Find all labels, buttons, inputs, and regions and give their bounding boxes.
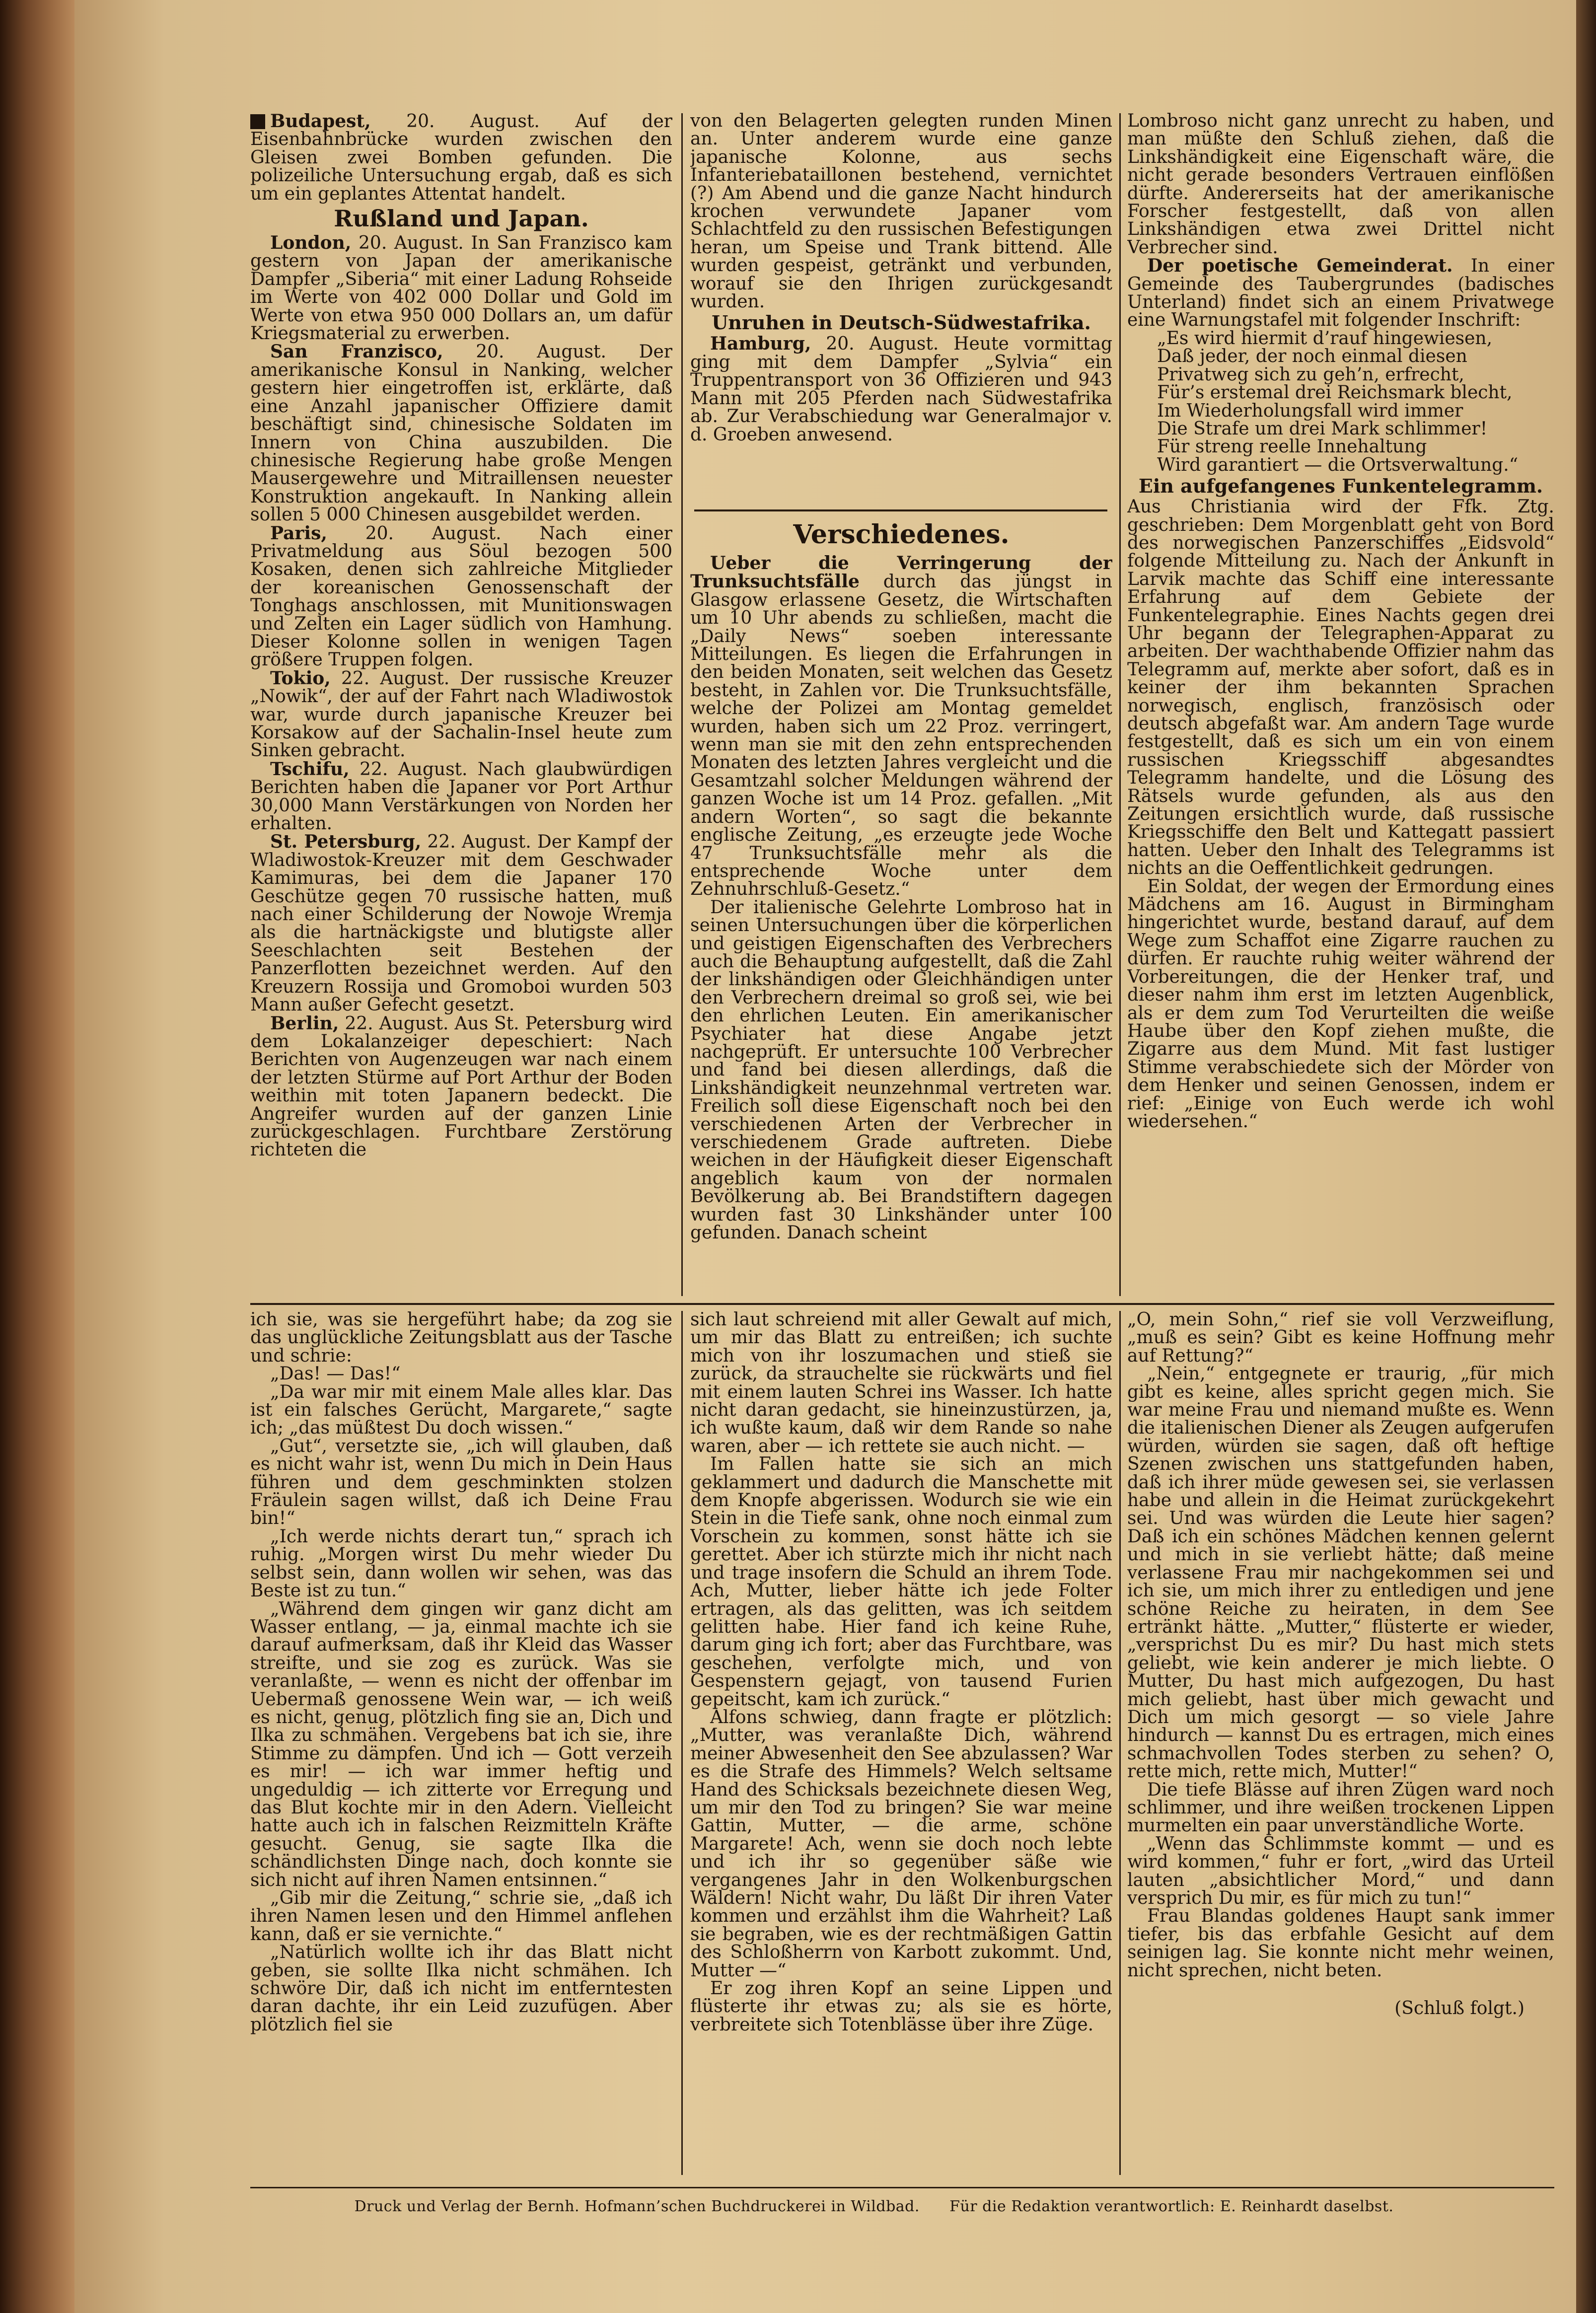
- paragraph-text: „Wenn das Schlimmste kommt — und es wird kommen,“ fuhr er fort, „wird das Urteil lauten „absichtlicher Mord,“ und dann versprich Du mir, es für mich zu tun!“: [1127, 1833, 1554, 1908]
- article-paragraph: [690, 1709, 1112, 1980]
- article-paragraph: [250, 1528, 672, 1600]
- article-paragraph: [250, 343, 672, 524]
- continuation-note: (Schluß folgt.): [1394, 1998, 1524, 2019]
- paragraph-text: „Gib mir die Zeitung,“ schrie sie, „daß ich ihren Namen lesen und den Himmel anflehen kann, daß er sie vernichte.“: [250, 1888, 672, 1945]
- poem-line: Daß jeder, der noch einmal diesen: [1157, 346, 1467, 367]
- feuilleton-rule: [250, 1303, 1554, 1305]
- paragraph-text: Frau Blandas goldenes Haupt sank immer tiefer, bis das erbfahle Gesicht auf dem seinigen lag. Sie konnte nicht mehr weinen, nicht sprechen, nicht beten.: [1127, 1906, 1554, 1981]
- article-paragraph: [250, 760, 672, 833]
- article-paragraph: [250, 112, 672, 203]
- article-paragraph: [1127, 1311, 1554, 1365]
- subsection-heading: Unruhen in Deutsch-Südwestafrika.: [712, 311, 1091, 334]
- article-paragraph: [690, 899, 1112, 1242]
- article-paragraph: [250, 234, 672, 343]
- paragraph-text: durch das jüngst in Glasgow erlassene Gesetz, die Wirtschaften um 10 Uhr abends zu schließen, macht die „Daily News“ soeben interessante Mitteilungen. Es liegen die Erfahrungen in den beiden Monaten, seit welchen das Gesetz besteht, in Zahlen vor. Die Trunksuchtsfälle, welche der Polizei am Montag gemeldet wurden, haben sich um 22 Proz. verringert, wenn man sie mit den zehn entsprechenden Monaten des letzten Jahres vergleicht und die Gesamtzahl solcher Meldungen während der ganzen Woche ist um 14 Proz. gefallen. „Mit andern Worten“, so sagt die bekannte englische Zeitung, „es erzeugte jede Woche 47 Trunksuchtsfälle mehr als die entsprechende Woche unter dem Zehnuhrschluß-Gesetz.“: [690, 572, 1112, 900]
- article-paragraph: [250, 1014, 672, 1159]
- news-column-1: [250, 112, 672, 1299]
- dateline: Budapest,: [270, 112, 371, 132]
- imprint-editor: Für die Redaktion verantwortlich: E. Reinhardt daselbst.: [949, 2198, 1394, 2215]
- paragraph-text: „Nein,“ entgegnete er traurig, „für mich gibt es keine, alles spricht gegen mich. Sie war meine Frau und niemand mußte es. Wenn die italienischen Diener als Zeugen aufgerufen würden, würden sie sagen, daß oft heftige Szenen zwischen uns stattgefunden haben, daß ich ihrer müde gewesen sei, sie verlassen habe und allein in die Heimat zurückgekehrt sei. Und was würden die Leute hier sagen? Daß ich ein schönes Mädchen kennen gelernt und mich in sie verliebt hätte; daß meine verlassene Frau mir nachgekommen sei und ich sie, um mich ihrer zu entledigen und jene schöne Reiche zu heiraten, in dem See ertränkt hätte. „Mutter,“ flüsterte er wieder, „versprichst Du es mir? Du hast mich stets geliebt, wie kein anderer je mich liebte. O Mutter, Du hast mich aufgezogen, Du hast mich geliebt, hast über mich gewacht und Dich um mich gesorgt — so viele Jahre hindurch — kannst Du es ertragen, mich eines schmachvollen Todes sterben zu sehen? O, rette mich, rette mich, Mutter!“: [1127, 1364, 1554, 1782]
- page-shadow: [1576, 0, 1596, 2313]
- article-paragraph: [690, 112, 1112, 311]
- paragraph-text: 20. August. Der amerikanische Konsul in Nanking, welcher gestern hier eingetroffen ist, erklärte, daß eine Anzahl japanischer Offiziere damit beschäftigt sind, chinesische Soldaten im Innern von China auszubilden. Die chinesische Regierung habe große Mengen Mausergewehre und Mitraillensen neuester Konstruktion angekauft. In Nanking allein sollen 5 000 Chinesen ausgebildet werden.: [250, 342, 672, 525]
- feuilleton-column-2: [690, 1311, 1112, 2175]
- imprint-printer: Druck und Verlag der Bernh. Hofmann’schen Buchdruckerei in Wildbad.: [354, 2198, 920, 2215]
- article-paragraph: [250, 524, 672, 669]
- telegraph-square-icon: [250, 114, 265, 129]
- paragraph-text: 22. August. Nach glaubwürdigen Berichten haben die Japaner vor Port Arthur 30,000 Mann Verstärkungen von Norden her erhalten.: [250, 759, 672, 834]
- article-paragraph: [250, 1889, 672, 1944]
- article-paragraph: [1127, 257, 1554, 330]
- paragraph-text: 20. August. In San Franzisco kam gestern von Japan der amerikanische Dampfer „Siberia“ mit einer Ladung Rohseide im Werte von 402 000 Dollar und Gold im Werte von etwa 950 000 Dollars an, um dafür Kriegsmaterial zu erwerben.: [250, 233, 672, 344]
- feuilleton-column-3: [1127, 1311, 1554, 2175]
- poem-line: Für streng reelle Innehaltung: [1157, 436, 1427, 457]
- article-paragraph: [1127, 1781, 1554, 1835]
- dateline: Berlin,: [270, 1012, 339, 1034]
- paragraph-text: In einer Gemeinde des Taubergrundes (badisches Unterland) findet sich an einem Privatwege eine Warnungstafel mit folgender Inschrift:: [1127, 256, 1554, 331]
- paragraph-text: „Während dem gingen wir ganz dicht am Wasser entlang, — ja, einmal machte ich sie darauf aufmerksam, daß ihr Kleid das Wasser streifte, und sie zog es zurück. Was sie veranlaßte, — wenn es nicht der offenbar im Uebermaß genossene Wein war, — ich weiß es nicht, genug, plötzlich fing sie an, Dich und Ilka zu schmähen. Vergebens bat ich sie, ihre Stimme zu dämpfen. Und ich — Gott verzeih es mir! — ich war immer heftig und ungeduldig — ich zitterte vor Erregung und das Blut kochte mir in den Adern. Vielleicht hatte auch ich in falschen Reizmitteln Kräfte gesucht. Genug, sie sagte Ilka die schändlichsten Dinge nach, doch konnte sie sich nicht auf ihren Namen entsinnen.“: [250, 1598, 672, 1890]
- news-column-2-top: [690, 112, 1112, 509]
- article-paragraph: [250, 1944, 672, 2034]
- dateline: Ueber die Verringerung der Trunksuchtsfälle: [690, 553, 1112, 592]
- paragraph-text: ich sie, was sie hergeführt habe; da zog sie das unglückliche Zeitungsblatt aus der Tasche und schrie:: [250, 1311, 672, 1366]
- dateline: Paris,: [270, 522, 327, 544]
- article-paragraph: [250, 1365, 672, 1383]
- article-paragraph: [1127, 1365, 1554, 1781]
- poem-line: Im Wiederholungsfall wird immer: [1157, 400, 1463, 421]
- dateline: San Franzisco,: [270, 341, 443, 362]
- dateline: Hamburg,: [710, 333, 811, 355]
- newspaper-page: [74, 0, 1576, 2313]
- article-paragraph: [1127, 878, 1554, 1131]
- article-paragraph: [690, 1311, 1112, 1455]
- article-paragraph: [250, 1600, 672, 1890]
- paragraph-text: 22. August. Aus St. Petersburg wird dem Lokalanzeiger depeschiert: Nach Berichten von Augenzeugen war nach einem der letzten Stürme auf Port Arthur der Boden weithin mit toten Japanern bedeckt. Die Angreifer wurden auf der ganzen Linie zurückgeschlagen. Furchtbare Zerstörung richteten die: [250, 1013, 672, 1160]
- article-paragraph: [690, 554, 1112, 899]
- paragraph-text: 20. August. Auf der Eisenbahnbrücke wurden zwischen den Gleisen zwei Bomben gefunden. Die polizeiliche Untersuchung ergab, daß es sich um ein geplantes Attentat handelt.: [250, 112, 672, 204]
- paragraph-text: Er zog ihren Kopf an seine Lippen und flüsterte ihr etwas zu; als sie es hörte, verbreitete sich Totenblässe über ihre Züge.: [690, 1978, 1112, 2035]
- feuilleton-column-1: [250, 1311, 672, 2175]
- dateline: St. Petersburg,: [270, 831, 422, 853]
- paragraph-text: „Ich werde nichts derart tun,“ sprach ich ruhig. „Morgen wirst Du mehr wieder Du selbst sein, dann wollen wir sehen, was das Beste ist zu tun.“: [250, 1526, 672, 1601]
- poem-line: Die Strafe um drei Mark schlimmer!: [1157, 418, 1488, 439]
- dateline: Der poetische Gemeinderat.: [1147, 255, 1453, 277]
- dateline: Tschifu,: [270, 758, 350, 780]
- article-paragraph: [1127, 498, 1554, 878]
- paragraph-text: von den Belagerten gelegten runden Minen an. Unter anderem wurde eine ganze japanische Kolonne, aus sechs Infanteriebataillonen bestehend, vernichtet (?) Am Abend und die ganze Nacht hindurch krochen verwundete Japaner vom Schlachtfeld zu den russischen Befestigungen heran, um Speise und Trank bittend. Alle wurden gespeist, getränkt und verbunden, worauf sie den Ihrigen zurückgesandt wurden.: [690, 112, 1112, 312]
- paragraph-text: Aus Christiania wird der Ffk. Ztg. geschrieben: Dem Morgenblatt geht von Bord des norwegischen Panzerschiffes „Eidsvold“ folgende Mitteilung zu. Nach der Ankunft in Larvik machte das Schiff eine interessante Erfahrung auf dem Gebiete der Funkentelegraphie. Eines Nachts gegen drei Uhr begann der Telegraphen-Apparat zu arbeiten. Der wachthabende Offizier nahm das Telegramm auf, merkte aber sofort, daß es in keiner der ihm bekannten Sprachen norwegisch, englisch, französisch oder deutsch abgefaßt war. Am andern Tage wurde festgestellt, daß es sich um ein von einem russischen Kriegsschiff abgesandtes Telegramm handelte, und die Lösung des Rätsels wurde gefunden, als aus den Zeitungen ersichtlich wurde, daß russische Kriegsschiffe den Belt und Kattegatt passiert hatten. Ueber den Inhalt des Telegramms ist nichts an die Oeffentlichkeit gedrungen.: [1127, 497, 1554, 879]
- paragraph-text: Der italienische Gelehrte Lombroso hat in seinen Untersuchungen über die körperlichen und geistigen Eigenschaften des Verbrechers auch die Behauptung aufgestellt, daß die Zahl der linkshändigen oder Gleichhändigen unter den Verbrechern dreimal so groß sei, wie bei den ehrlichen Leuten. Ein amerikanischer Psychiater hat diese Angabe jetzt nachgeprüft. Er untersuchte 100 Verbrecher und fand bei diesen allerdings, daß die Linkshändigkeit neunzehnmal vertreten war. Freilich soll diese Eigenschaft noch bei den verschiedenen Arten der Verbrecher in verschiedenem Grade auftreten. Diebe weichen in der Häufigkeit dieser Eigenschaft angeblich kaum von der normalen Bevölkerung ab. Bei Brandstiftern dagegen wurden fast 30 Linkshänder unter 100 gefunden. Danach scheint: [690, 897, 1112, 1243]
- imprint-footer: [303, 2197, 1445, 2217]
- paragraph-text: Im Fallen hatte sie sich an mich geklammert und dadurch die Manschette mit dem Knopfe abgerissen. Wodurch sie wie ein Stein in die Tiefe sank, ohne noch einmal zum Vorschein zu kommen, sonst hätte ich sie gerettet. Aber ich stürzte mich ihr nicht nach und trage insofern die Schuld an ihrem Tode. Ach, Mutter, lieber hätte ich jede Folter ertragen, als das gelitten, was ich seitdem gelitten habe. Hier fand ich keine Ruhe, darum ging ich fort; aber das Furchtbare, was geschehen, verfolgte mich, und von Gespenstern gejagt, von tausend Furien gepeitscht, kam ich zurück.“: [690, 1454, 1112, 1710]
- article-paragraph: [1127, 112, 1554, 257]
- section-heading: Rußland und Japan.: [334, 205, 589, 232]
- poem-line: Privatweg sich zu geh’n, erfrecht,: [1157, 364, 1464, 385]
- poem-line: Wird garantiert — die Ortsverwaltung.“: [1157, 454, 1519, 475]
- book-binding-edge: [0, 0, 74, 2313]
- article-paragraph: [1127, 1907, 1554, 1980]
- column-rule: [681, 113, 683, 1296]
- article-paragraph: [250, 1311, 672, 1365]
- section-heading: Verschiedenes.: [793, 519, 1010, 550]
- article-paragraph: [690, 335, 1112, 443]
- dateline: London,: [270, 232, 352, 254]
- paragraph-text: „Da war mir mit einem Male alles klar. Das ist ein falsches Gerücht, Margarete,“ sagte ich; „das müßtest Du doch wissen.“: [250, 1381, 672, 1439]
- paragraph-text: „Gut“, versetzte sie, „ich will glauben, daß es nicht wahr ist, wenn Du mich in Dein Haus führen und dem geschminkten stolzen Fräulein sagen willst, daß ich Deine Frau bin!“: [250, 1436, 672, 1529]
- section-rule: [694, 509, 1107, 511]
- article-paragraph: [1127, 1835, 1554, 1908]
- news-column-3: [1127, 112, 1554, 1299]
- article-paragraph: [690, 1455, 1112, 1709]
- paragraph-text: Lombroso nicht ganz unrecht zu haben, und man müßte den Schluß ziehen, daß die Linkshändigkeit eine Eigenschaft wäre, die nicht gerade besonders Vertrauen einflößen dürfte. Andererseits hat der amerikanische Forscher festgestellt, daß von allen Linkshändigen etwa zwei Drittel nicht Verbrecher sind.: [1127, 112, 1554, 258]
- paragraph-text: sich laut schreiend mit aller Gewalt auf mich, um mir das Blatt zu entreißen; ich suchte mich von ihr loszumachen und stieß sie zurück, da strauchelte sie rückwärts und fiel mit einem lauten Schrei ins Wasser. Ich hatte nicht daran gedacht, sie hineinzustürzen, ja, ich wußte kaum, daß wir dem Rande so nahe waren, aber — ich rettete sie auch nicht. —: [690, 1311, 1112, 1456]
- poem-line: „Es wird hiermit d’rauf hingewiesen,: [1157, 328, 1493, 349]
- paragraph-text: 20. August. Nach einer Privatmeldung aus Söul bezogen 500 Kosaken, denen sich zahlreiche Mitglieder der koreanischen Genossenschaft der Tonghags anschlossen, mit Munitionswagen und Zelten ein Lager südlich von Hamhung. Dieser Kolonne sollen in wenigen Tagen größere Truppen folgen.: [250, 523, 672, 670]
- article-paragraph: [250, 1438, 672, 1528]
- paragraph-text: „O, mein Sohn,“ rief sie voll Verzweiflung, „muß es sein? Gibt es keine Hoffnung mehr auf Rettung?“: [1127, 1311, 1554, 1366]
- article-paragraph: [250, 669, 672, 760]
- subsection-heading: Ein aufgefangenes Funkentelegramm.: [1138, 475, 1543, 498]
- paragraph-text: „Natürlich wollte ich ihr das Blatt nicht geben, sie sollte Ilka nicht schmähen. Ich schwöre Dir, daß ich nicht im entferntesten daran dachte, ihr ein Leid zuzufügen. Aber plötzlich fiel sie: [250, 1942, 672, 2035]
- paragraph-text: 22. August. Der Kampf der Wladiwostok-Kreuzer mit dem Geschwader Kamimuras, bei dem die Japaner 170 Geschütze gegen 70 russische hatten, muß nach einer Schilderung der Nowoje Wremja als die hartnäckigste und blutigste aller Seeschlachten seit Bestehen der Panzerflotten bezeichnet werden. Auf den Kreuzern Rossija und Gromoboi wurden 503 Mann außer Gefecht gesetzt.: [250, 832, 672, 1015]
- paragraph-text: Die tiefe Blässe auf ihren Zügen ward noch schlimmer, und ihre weißen trockenen Lippen murmelten ein paar unverständliche Worte.: [1127, 1779, 1554, 1836]
- news-column-2-verschiedenes: [690, 514, 1112, 1299]
- paragraph-text: Ein Soldat, der wegen der Ermordung eines Mädchens am 16. August in Birmingham hingerichtet wurde, bestand darauf, auf dem Wege zum Schaffot eine Zigarre rauchen zu dürfen. Er rauchte ruhig weiter während der Vorbereitungen, die der Henker traf, und dieser nahm ihm erst im letzten Augenblick, als er dem zum Tod Verurteilten die weiße Haube über den Kopf ziehen mußte, die Zigarre aus dem Mund. Mit fast lustiger Stimme verabschiedete sich der Mörder von dem Henker und seinen Genossen, indem er rief: „Einige von Euch werde ich wohl wiedersehen.“: [1127, 876, 1554, 1132]
- paragraph-text: Alfons schwieg, dann fragte er plötzlich: „Mutter, was veranlaßte Dich, während meiner Abwesenheit den See abzulassen? War es die Strafe des Himmels? Welch seltsame Hand des Schicksals bezeichnete diesen Weg, um mir den Tod zu bringen? Sie war meine Gattin, Mutter, — die arme, schöne Margarete! Ach, wenn sie doch noch lebte und ich ihr so gegenüber säße wie vergangenes Jahr in den Wolkenburgschen Wäldern! Nicht wahr, Du läßt Dir ihren Vater kommen und erzählst ihm die Wahrheit? Laß sie begraben, wie es der rechtmäßigen Gattin des Schloßherrn von Karbott zukommt. Und, Mutter —“: [690, 1707, 1112, 1981]
- paragraph-text: 22. August. Der russische Kreuzer „Nowik“, der auf der Fahrt nach Wladiwostok war, wurde durch japanische Kreuzer bei Korsakow auf der Sachalin-Insel heute zum Sinken gebracht.: [250, 668, 672, 761]
- column-rule: [1119, 113, 1121, 1296]
- footer-rule: [250, 2187, 1554, 2188]
- article-paragraph: [690, 1980, 1112, 2034]
- column-rule: [681, 1311, 683, 2175]
- paragraph-text: „Das! — Das!“: [270, 1364, 401, 1384]
- poem-line: Für’s erstemal drei Reichsmark blecht,: [1157, 382, 1513, 403]
- dateline: Tokio,: [270, 667, 331, 689]
- column-rule: [1119, 1311, 1121, 2175]
- article-paragraph: [250, 833, 672, 1014]
- paragraph-text: 20. August. Heute vormittag ging mit dem Dampfer „Sylvia“ ein Truppentransport von 36 Offizieren und 943 Mann mit 205 Pferden nach Südwestafrika ab. Zur Verabschiedung war Generalmajor v. d. Groeben anwesend.: [690, 334, 1112, 445]
- article-paragraph: [250, 1383, 672, 1438]
